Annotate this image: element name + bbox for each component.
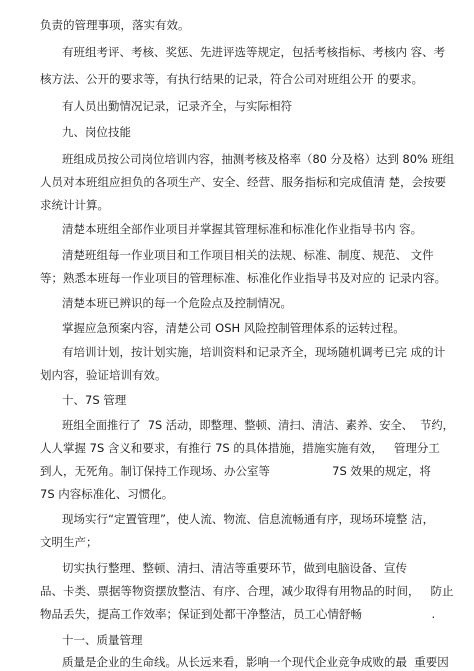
section-heading-11: 十一、质量管理 [62, 633, 143, 647]
section-heading-10: 十、7S 管理 [62, 393, 127, 407]
text-line: 求统计计算。 [40, 198, 109, 212]
text-line: 品、卡类、票据等物资摆放整洁、有序、合理，减少取得有用物品的时间， 防止 [40, 584, 454, 598]
text-line: 质量是企业的生命线。从长远来看，影响一个现代企业竞争成败的最 重要因 [62, 655, 449, 669]
text-line: 核方法、公开的要求等，有执行结果的记录，符合公司对班组公开 的要求。 [40, 72, 424, 86]
text-line: 物品丢失，提高工作效率；保证到处都干净整洁，员工心情舒畅 . [40, 607, 436, 621]
text-line: 班组全面推行了 7S 活动，即整理、整顿、清扫、清洁、素养、安全、 节约， [62, 418, 454, 432]
text-line: 清楚本班已辨识的每一个危险点及控制情况。 [62, 296, 292, 310]
text-line: 负责的管理事项，落实有效。 [40, 18, 190, 32]
text-line: 有培训计划，按计划实施，培训资料和记录齐全，现场随机调考已完 成的计 [62, 345, 446, 359]
text-line: 有人员出勤情况记录，记录齐全，与实际相符 [62, 99, 292, 113]
text-line: 到人，无死角。制订保持工作现场、办公室等 7S 效果的规定，将 [40, 464, 431, 478]
text-line: 文明生产； [40, 535, 98, 549]
text-line: 清楚本班组全部作业项目并掌握其管理标准和标准化作业指导书内 容。 [62, 222, 423, 236]
text-line: 切实执行整理、整顿、清扫、清洁等重要环节，做到电脑设备、宣传 [62, 561, 407, 575]
text-line: 掌握应急预案内容，清楚公司 OSH 风险控制管理体系的运转过程。 [62, 321, 405, 335]
text-line: 班组成员按公司岗位培训内容，抽测考核及格率（80 分及格）达到 80% 班组 [62, 152, 455, 166]
text-line: 等；熟悉本班每一作业项目的管理标准、标准化作业指导书及对应的 记录内容。 [40, 271, 447, 285]
text-line: 清楚班组每一作业项目和工作项目相关的法规、标准、制度、规范、 文件 [62, 248, 434, 262]
text-line: 有班组考评、考核、奖惩、先进评选等规定，包括考核指标、考核内 容、考 [62, 45, 446, 59]
text-line: 人人掌握 7S 含义和要求，有推行 7S 的具体措施，措施实施有效， 管理分工 [40, 441, 440, 455]
section-heading-9: 九、岗位技能 [62, 125, 131, 139]
text-line: 7S 内容标准化、习惯化。 [40, 487, 174, 501]
text-line: 划内容，验证培训有效。 [40, 368, 167, 382]
text-line: 人员对本班组应担负的各项生产、安全、经营、服务指标和完成值清 楚，会按要 [40, 175, 447, 189]
text-line: 现场实行“定置管理”，使人流、物流、信息流畅通有序，现场环境整 洁， [62, 512, 435, 526]
